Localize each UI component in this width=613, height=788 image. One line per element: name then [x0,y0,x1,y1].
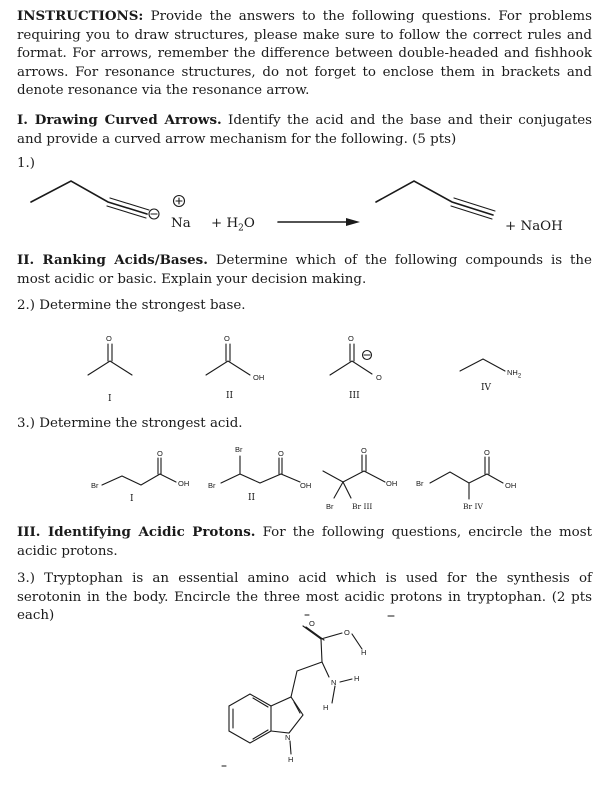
instructions-lead: INSTRUCTIONS: [17,8,144,24]
tryptophan-amine-h1: H [354,674,360,683]
q3-II-oxygen: O [278,449,284,458]
q2-label-III: III [349,391,360,401]
q3-III-hydroxyl: OH [386,479,398,488]
water-o: O [243,216,255,231]
q2-label-II: II [226,391,234,401]
q3-structure-III [323,471,385,482]
q3-II-hydroxyl: OH [300,481,312,490]
q2-II-oxygen: O [224,334,230,343]
q2-structure-II [206,361,250,375]
q3-III-oxygen: O [361,446,367,455]
question-2: 2.) Determine the strongest base. [17,298,246,313]
section3-text: For the following questions, encircle the most acidic protons. [17,525,592,559]
question-3-acid: 3.) Determine the strongest acid. [17,416,243,431]
q3-label-I: I [130,494,134,504]
water-subscript: 2 [238,223,244,234]
q3-label-II: II [248,493,256,503]
section3-paragraph [17,523,592,561]
tryptophan-carbonyl-oxygen: O [309,619,315,628]
q3-IV-hydroxyl: OH [505,481,517,490]
q2-III-oxide: O [376,373,382,382]
q2-structure-I [88,361,132,375]
section2-heading: II. Ranking Acids/Bases. [17,252,208,268]
section1-text: Identify the acid and the base and their conjugates and provide a curved arrow mechanism for the following. (5 pts) [17,113,592,147]
naoh-label: + NaOH [505,219,563,234]
q3-I-oxygen: O [157,449,163,458]
question-1-number: 1.) [17,156,36,171]
question-3-tryptophan: 3.) Tryptophan is an essential amino acid which is used for the synthesis of serotonin in the body. Encircle the three most acidic protons in tryptophan. (2 pts each) [17,571,592,623]
tryptophan-indole-h: H [288,755,294,764]
q3-II-bromine: Br [235,445,243,454]
q3-I-hydroxyl: OH [178,479,190,488]
tryptophan-amine-n: N [331,678,337,687]
water-plus-h: + H [211,216,239,231]
q3-I-bromine: Br [91,481,99,490]
q3-label-III: Br III [352,502,373,511]
q2-label-I: I [108,394,112,404]
water-label [211,216,255,234]
q3-II-bromine-end: Br [208,481,216,490]
instructions-text: Provide the answers to the following questions. For problems requiring you to draw structures, please make sure to follow the correct rules and format. For arrows, remember the difference between double-headed and fishhook arrows. For resonance structures, do not forget to enclose them in brackets and denote resonance via the resonance arrow. [17,9,592,98]
q3-label-IV: Br IV [463,502,483,511]
q3-structure-II [221,474,300,483]
q2-II-hydroxyl: OH [253,373,265,382]
tryptophan-indole-n: N [285,733,291,742]
q2-IV-amine [507,368,521,380]
tryptophan-amine-h2: H [323,703,329,712]
q3-IV-oxygen: O [484,448,490,457]
q2-IV-nh: NH [507,368,518,377]
section1-heading: I. Drawing Curved Arrows. [17,112,222,128]
q3-structure-IV [430,472,503,483]
q2-structure-IV [460,359,505,371]
q2-IV-nh-sub: 2 [517,373,522,380]
q3-IV-bromine-end: Br [416,479,424,488]
section2-text: Determine which of the following compounds is the most acidic or basic. Explain your decision making. [17,253,592,287]
q2-I-oxygen: O [106,334,112,343]
tryptophan-structure [222,615,394,766]
tryptophan-hydroxyl-h: H [361,648,367,657]
section2-paragraph [17,251,592,289]
q2-III-oxygen: O [348,334,354,343]
q3-structure-I [102,474,176,485]
q3-III-bromine: Br [326,502,334,511]
sodium-label: Na [171,216,191,231]
section3-heading: III. Identifying Acidic Protons. [17,524,256,540]
q2-structure-III [330,361,372,375]
q2-label-IV: IV [481,383,492,393]
tryptophan-hydroxyl-oxygen: O [344,628,350,637]
